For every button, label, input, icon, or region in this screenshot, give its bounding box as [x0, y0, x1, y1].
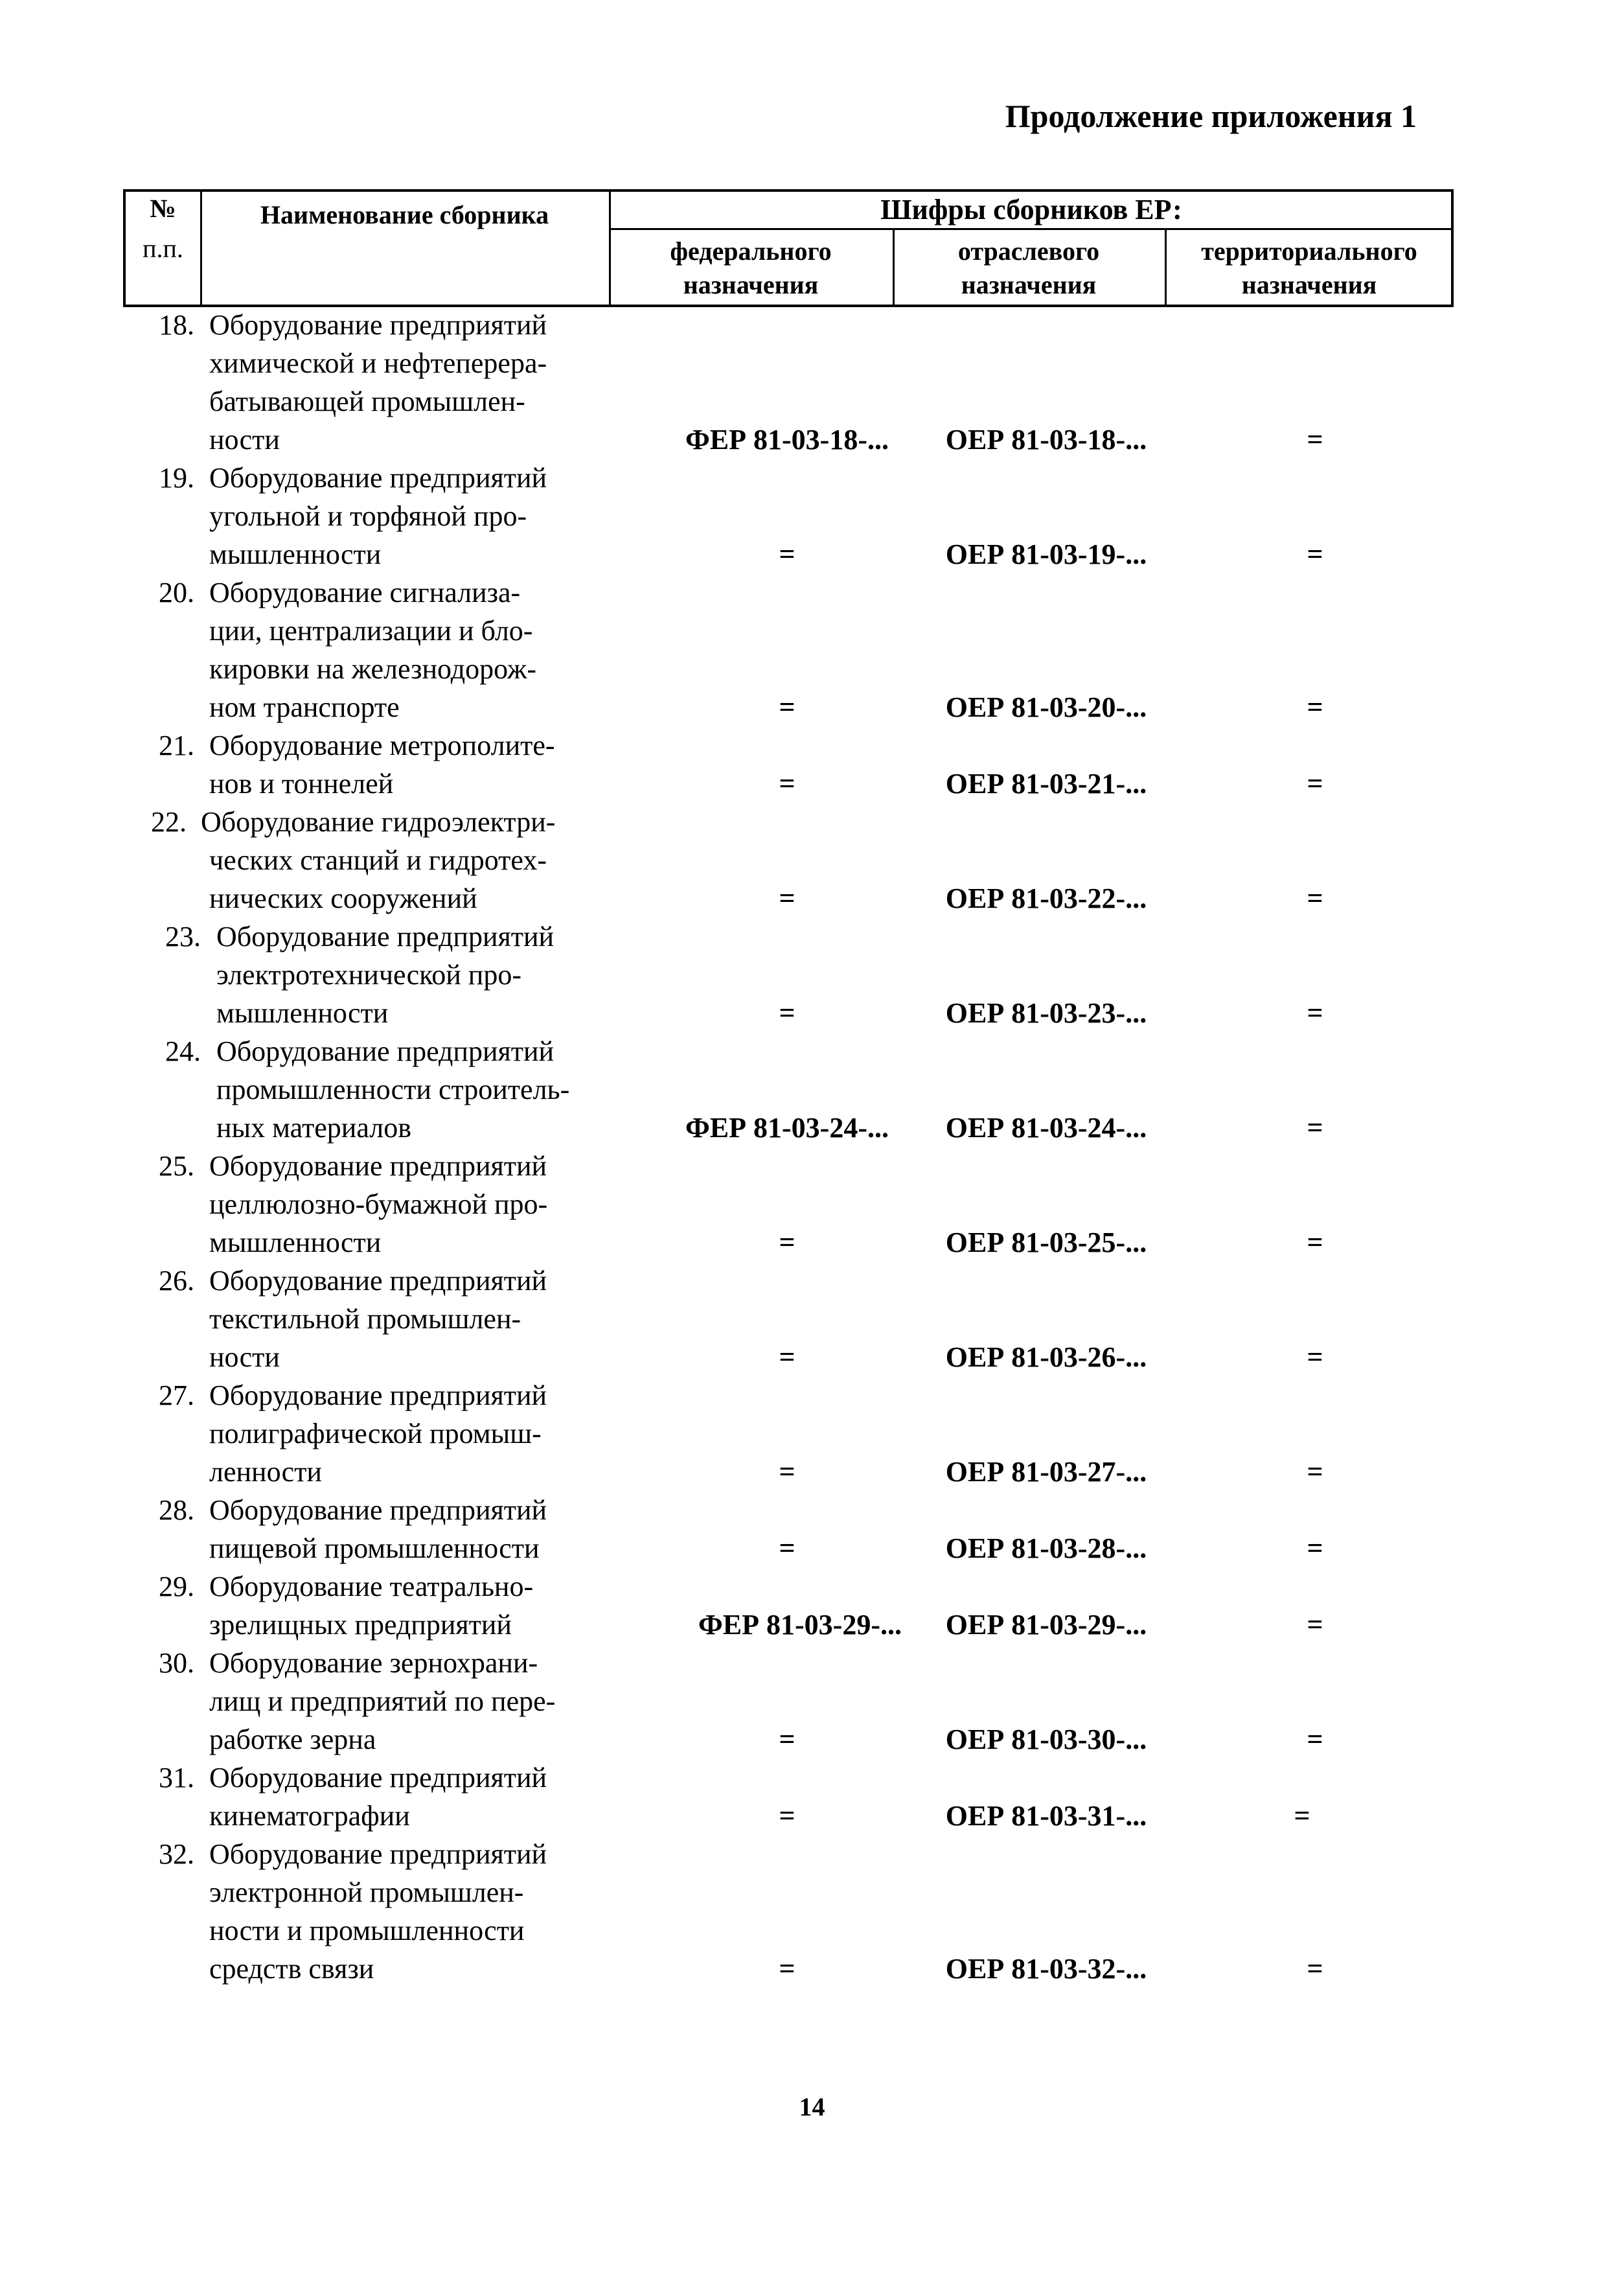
page-header: Продолжение приложения 1	[1005, 98, 1417, 134]
federal-code: =	[779, 882, 795, 914]
row-name: Оборудование предприятий текстильной промышлен- ности	[209, 1265, 547, 1373]
federal-code: =	[779, 1953, 795, 1985]
territorial-code: =	[1307, 882, 1323, 914]
federal-code: =	[779, 538, 795, 570]
territorial-code: =	[1307, 1532, 1323, 1564]
branch-code: ОЕР 81-03-31-...	[945, 1800, 1147, 1832]
federal-code: =	[779, 997, 795, 1029]
branch-code: ОЕР 81-03-26-...	[945, 1341, 1147, 1373]
territorial-code: =	[1307, 997, 1323, 1029]
territorial-code: =	[1307, 768, 1323, 800]
territorial-code: =	[1294, 1800, 1310, 1832]
federal-code: ФЕР 81-03-24-...	[685, 1112, 889, 1144]
row-number: 28.	[159, 1494, 194, 1526]
territorial-code: =	[1307, 1341, 1323, 1373]
row-name: Оборудование предприятий полиграфической промыш- ленности	[209, 1379, 547, 1488]
federal-code: =	[779, 1341, 795, 1373]
row-number: 24.	[165, 1035, 201, 1067]
header-federal: федерального назначения	[670, 236, 832, 299]
federal-code: ФЕР 81-03-18-...	[685, 424, 889, 456]
territorial-code: =	[1307, 1609, 1323, 1641]
branch-code: ОЕР 81-03-27-...	[945, 1456, 1147, 1488]
row-name: Оборудование театрально- зрелищных предприятий	[209, 1571, 534, 1641]
territorial-code: =	[1307, 538, 1323, 570]
row-name: Оборудование предприятий электронной промышлен- ности и промышленности средств связи	[209, 1838, 547, 1985]
row-number: 29.	[159, 1571, 194, 1602]
divider	[609, 228, 1451, 230]
territorial-code: =	[1307, 424, 1323, 456]
row-number: 21.	[159, 730, 194, 761]
row-name: Оборудование предприятий электротехнической про- мышленности	[216, 921, 555, 1029]
header-branch: отраслевого назначения	[957, 236, 1100, 299]
header-no-sub: п.п.	[143, 234, 183, 263]
row-number: 30.	[159, 1647, 194, 1679]
row-number: 27.	[159, 1379, 194, 1411]
row-name: Оборудование предприятий целлюлозно-бумажной про- мышленности	[209, 1150, 548, 1258]
row-name: Оборудование зернохрани- лищ и предприятий по пере- работке зерна	[209, 1647, 556, 1755]
header-no: №	[150, 194, 176, 223]
branch-code: ОЕР 81-03-18-...	[945, 424, 1147, 456]
row-name: Оборудование предприятий угольной и торфяной про- мышленности	[209, 462, 547, 570]
federal-code: =	[779, 1800, 795, 1832]
territorial-code: =	[1307, 1227, 1323, 1258]
territorial-code: =	[1307, 1953, 1323, 1985]
branch-code: ОЕР 81-03-30-...	[945, 1724, 1147, 1755]
territorial-code: =	[1307, 1724, 1323, 1755]
territorial-code: =	[1307, 1456, 1323, 1488]
branch-code: ОЕР 81-03-22-...	[945, 882, 1147, 914]
branch-code: ОЕР 81-03-23-...	[945, 997, 1147, 1029]
federal-code: =	[779, 691, 795, 723]
page-number: 14	[799, 2092, 825, 2121]
row-number: 25.	[159, 1150, 194, 1182]
branch-code: ОЕР 81-03-21-...	[945, 768, 1147, 800]
federal-code: =	[779, 1456, 795, 1488]
federal-code: =	[779, 1724, 795, 1755]
header-group: Шифры сборников ЕР:	[880, 194, 1182, 225]
row-name: Оборудование предприятий химической и нефтеперера- батывающей промышлен- ности	[209, 309, 547, 456]
row-number: 23.	[165, 921, 201, 952]
federal-code: ФЕР 81-03-29-...	[698, 1609, 902, 1641]
row-name: Оборудование гидроэлектри- ческих станций и гидротех- нических сооружений	[201, 806, 556, 914]
branch-code: ОЕР 81-03-20-...	[945, 691, 1147, 723]
row-name: Оборудование сигнализа- ции, централизации и бло- кировки на железнодорож- ном транспорте	[209, 577, 537, 723]
territorial-code: =	[1307, 691, 1323, 723]
row-name: Оборудование предприятий пищевой промышленности	[209, 1494, 547, 1564]
branch-code: ОЕР 81-03-32-...	[945, 1953, 1147, 1985]
branch-code: ОЕР 81-03-19-...	[945, 538, 1147, 570]
row-number: 18.	[159, 309, 194, 341]
federal-code: =	[779, 1532, 795, 1564]
row-number: 32.	[159, 1838, 194, 1870]
territorial-code: =	[1307, 1112, 1323, 1144]
row-number: 26.	[159, 1265, 194, 1297]
row-number: 31.	[159, 1762, 194, 1794]
branch-code: ОЕР 81-03-29-...	[945, 1609, 1147, 1641]
row-number: 19.	[159, 462, 194, 494]
header-territorial: территориального назначения	[1201, 236, 1417, 299]
row-name: Оборудование предприятий кинематографии	[209, 1762, 547, 1832]
federal-code: =	[779, 768, 795, 800]
branch-code: ОЕР 81-03-28-...	[945, 1532, 1147, 1564]
branch-code: ОЕР 81-03-25-...	[945, 1227, 1147, 1258]
row-name: Оборудование метрополите- нов и тоннелей	[209, 730, 555, 800]
row-name: Оборудование предприятий промышленности строитель- ных материалов	[216, 1035, 570, 1144]
row-number: 20.	[159, 577, 194, 608]
branch-code: ОЕР 81-03-24-...	[945, 1112, 1147, 1144]
federal-code: =	[779, 1227, 795, 1258]
table-header	[123, 189, 1454, 307]
header-name: Наименование сборника	[260, 200, 549, 229]
row-number: 22.	[151, 806, 187, 838]
